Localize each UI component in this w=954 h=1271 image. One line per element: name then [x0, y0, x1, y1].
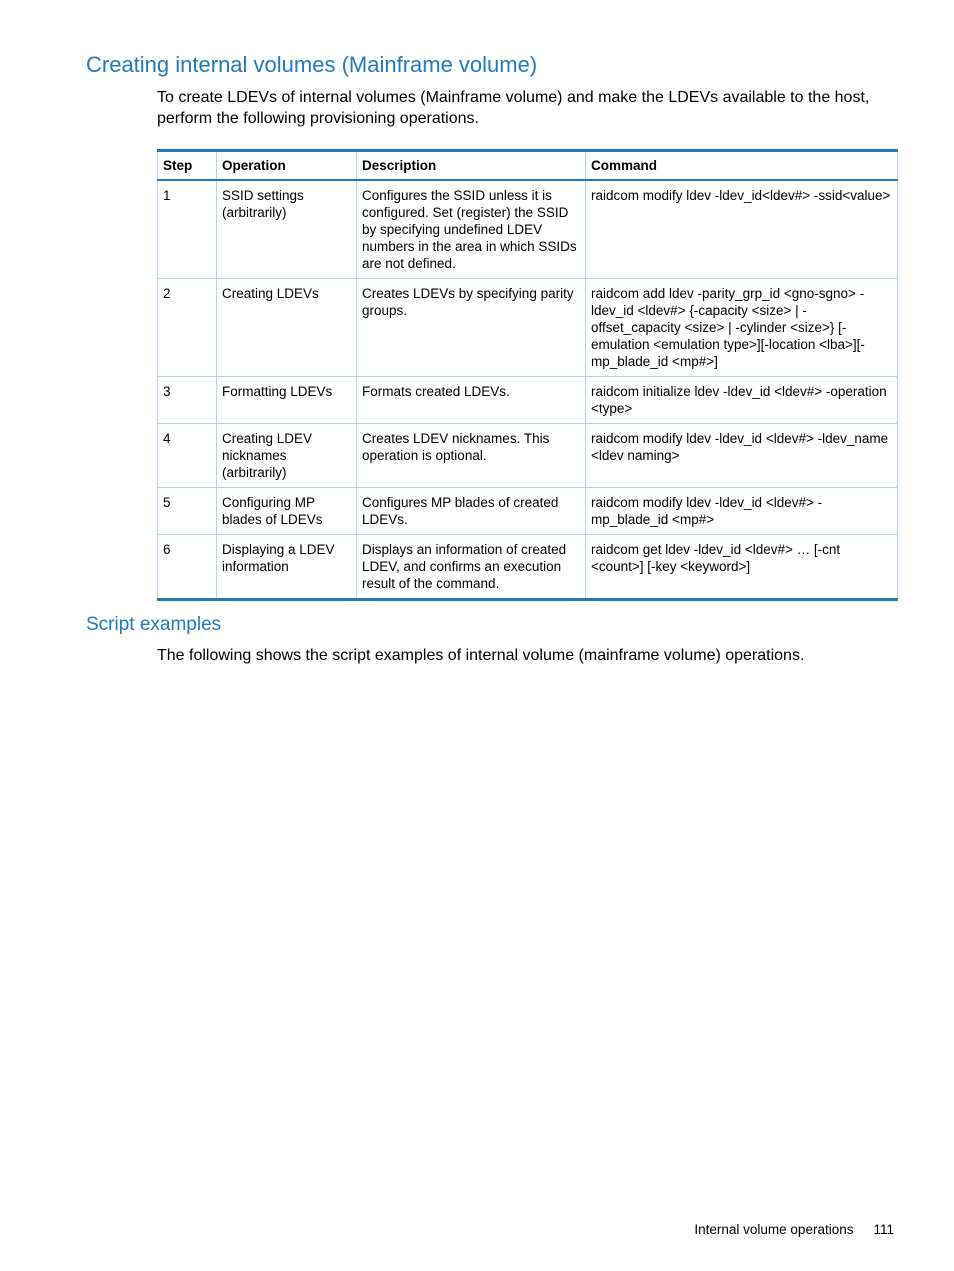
cell-step: 6	[158, 535, 217, 600]
cell-description: Formats created LDEVs.	[357, 377, 586, 424]
header-command: Command	[586, 151, 898, 181]
table-row	[158, 424, 898, 488]
cell-command: raidcom modify ldev -ldev_id<ldev#> -ssid<value>	[586, 180, 898, 279]
cell-step: 1	[158, 180, 217, 279]
footer-section-title: Internal volume operations	[694, 1222, 854, 1237]
page-heading: Creating internal volumes (Mainframe volume)	[86, 52, 538, 77]
table-row	[158, 377, 898, 424]
table-row	[158, 535, 898, 600]
cell-command: raidcom get ldev -ldev_id <ldev#> … [-cnt <count>] [-key <keyword>]	[586, 535, 898, 600]
table-row	[158, 180, 898, 279]
header-step: Step	[158, 151, 217, 181]
intro-paragraph: To create LDEVs of internal volumes (Mainframe volume) and make the LDEVs available to the host, perform the following provisioning operations.	[157, 89, 870, 127]
header-operation: Operation	[217, 151, 357, 181]
table-row	[158, 488, 898, 535]
cell-command: raidcom add ldev -parity_grp_id <gno-sgno> -ldev_id <ldev#> {-capacity <size> | -offset_capacity <size> | -cylinder <size>} [-emulation <emulation type>][-location <lba>][-mp_blade_id <mp#>]	[586, 279, 898, 377]
cell-operation: Formatting LDEVs	[217, 377, 357, 424]
provisioning-table	[157, 149, 898, 601]
cell-step: 2	[158, 279, 217, 377]
section-subheading: Script examples	[86, 614, 222, 635]
cell-step: 4	[158, 424, 217, 488]
table-row	[158, 279, 898, 377]
cell-command: raidcom modify ldev -ldev_id <ldev#> -ldev_name <ldev naming>	[586, 424, 898, 488]
cell-description: Configures MP blades of created LDEVs.	[357, 488, 586, 535]
header-description: Description	[357, 151, 586, 181]
page-number: 111	[873, 1222, 894, 1237]
table-header-row	[158, 151, 898, 181]
cell-operation: Displaying a LDEV information	[217, 535, 357, 600]
cell-operation: Creating LDEV nicknames (arbitrarily)	[217, 424, 357, 488]
cell-description: Creates LDEV nicknames. This operation is optional.	[357, 424, 586, 488]
cell-operation: Configuring MP blades of LDEVs	[217, 488, 357, 535]
page-footer	[694, 1222, 894, 1237]
cell-command: raidcom initialize ldev -ldev_id <ldev#> -operation <type>	[586, 377, 898, 424]
cell-operation: Creating LDEVs	[217, 279, 357, 377]
cell-description: Configures the SSID unless it is configured. Set (register) the SSID by specifying undefined LDEV numbers in the area in which SSIDs are not defined.	[357, 180, 586, 279]
script-intro-paragraph: The following shows the script examples of internal volume (mainframe volume) operations.	[157, 647, 805, 664]
cell-step: 3	[158, 377, 217, 424]
cell-command: raidcom modify ldev -ldev_id <ldev#> -mp_blade_id <mp#>	[586, 488, 898, 535]
cell-operation: SSID settings (arbitrarily)	[217, 180, 357, 279]
cell-step: 5	[158, 488, 217, 535]
cell-description: Creates LDEVs by specifying parity groups.	[357, 279, 586, 377]
cell-description: Displays an information of created LDEV, and confirms an execution result of the command.	[357, 535, 586, 600]
